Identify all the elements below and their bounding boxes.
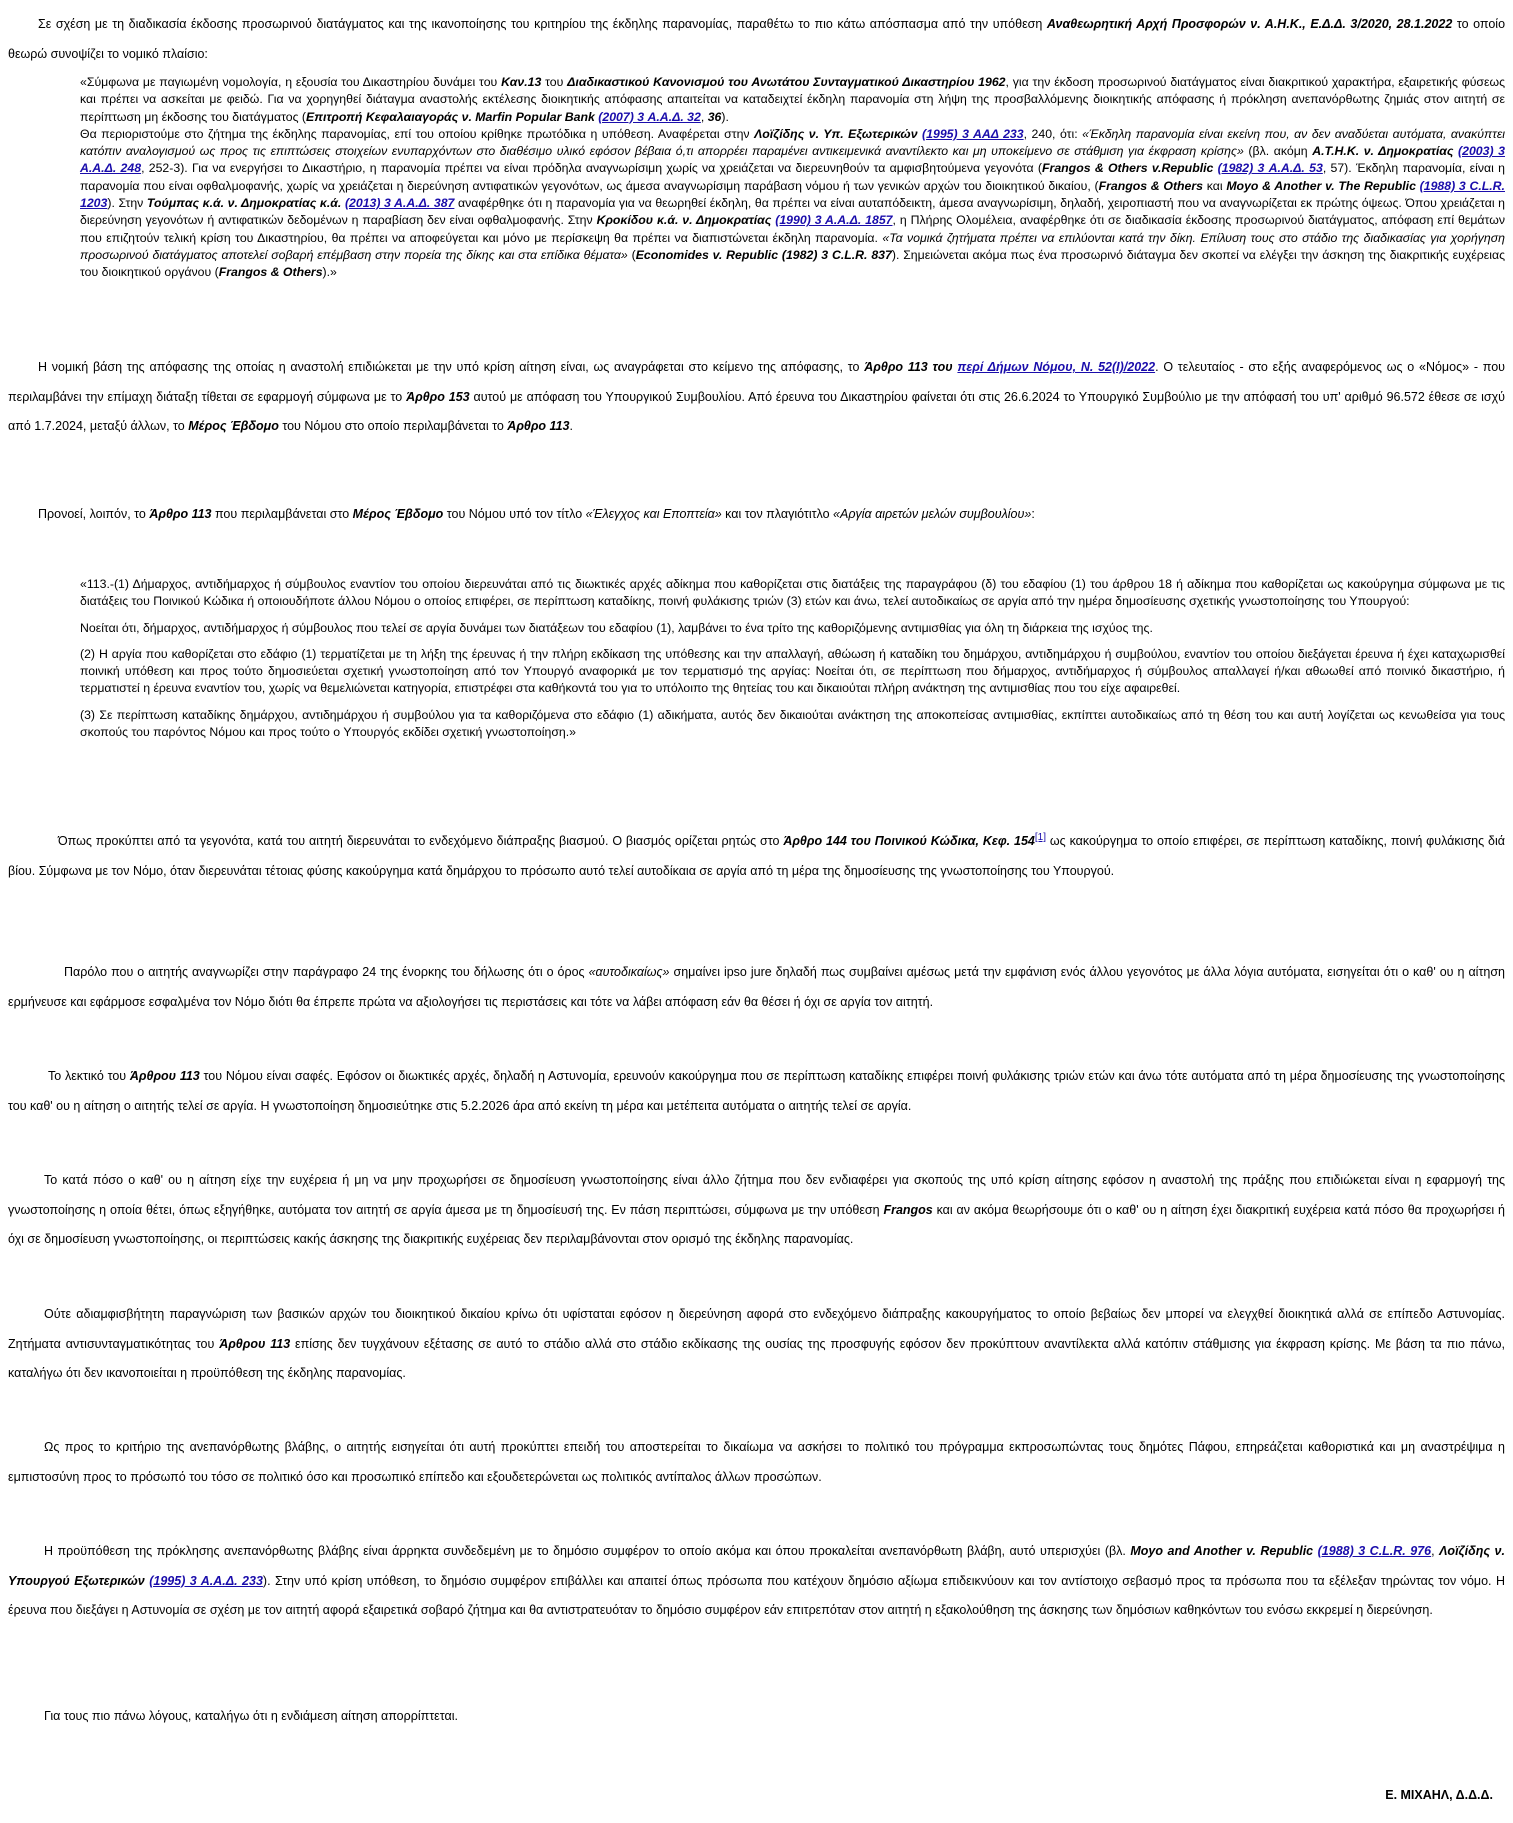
citation-link[interactable]: (1990) 3 Α.Α.Δ. 1857 (775, 213, 893, 228)
discretion-paragraph: Το κατά πόσο ο καθ' ου η αίτηση είχε την ευχέρεια ή μη να μην προχωρήσει σε δημοσίευση γνωστοποίησης είναι άλλο ζήτημα που δεν ενδιαφέρει για σκοπούς της υπό κρίση αίτησης εφόσον η αναστολή της πράξης που επιδιώκεται είναι η εφαρμογή της γνωστοποίησης η οποία θέτει, όπως εξηγήθηκε, αυτόματα τον αιτητή σε αργία άμεσα με τη δημοσίευσή της. Εν πάση περιπτώσει, σύμφωνα με την υπόθεση Frangos και αν ακόμα θεωρήσουμε ότι ο καθ' ου η αίτηση έχει διακριτική ευχέρεια κατά πόσο θα προχωρήσει ή όχι σε δημοσίευση γνωστοποίησης, οι περιπτώσεις κακής άσκησης της διακριτικής ευχέρειας δεν περιλαμβάνονται στον ορισμό της έκδηλης παρανομίας. (8, 1173, 1505, 1246)
article-wording-paragraph: Το λεκτικό του Άρθρου 113 του Νόμου είναι σαφές. Εφόσον οι διωκτικές αρχές, δηλαδή η Αστυνομία, ερευνούν κακούργημα που σε περίπτωση καταδίκης επιφέρει ποινή φυλάκισης τριών ετών και άνω τότε αυτόματα από τη μέρα δημοσίευσης της γνωστοποίησης του καθ' ου η αίτηση ο αιτητής τελεί σε αργία. Η γνωστοποίηση δημοσιεύτηκε στις 5.2.2026 άρα από εκείνη τη μέρα και μετέπειτα αυτόματα ο αιτητής τελεί σε αργία. (8, 1069, 1505, 1113)
footnote-link[interactable]: [1] (1034, 832, 1046, 843)
citation-link[interactable]: (2007) 3 Α.Α.Δ. 32 (598, 109, 701, 124)
conclusion-paragraph: Για τους πιο πάνω λόγους, καταλήγω ότι η ενδιάμεση αίτηση απορρίπτεται. (44, 1709, 458, 1723)
facts-paragraph: Όπως προκύπτει από τα γεγονότα, κατά του αιτητή διερευνάται το ενδεχόμενο διάπραξης βιασμού. Ο βιασμός ορίζεται ρητώς στο Άρθρο 144 του Ποινικού Κώδικα, Κεφ. 154[1] ως κακούργημα το οποίο επιφέρει, σε περίπτωση καταδίκης, ποινή φυλάκισης διά βίου. Σύμφωνα με τον Νόμο, όταν διερευνάται τέτοιας φύσης κακούργημα κατά δημάρχου το πρόσωπο αυτό τελεί αυτοδίκαια σε αργία από τη μέρα της δημοσίευσης της γνωστοποίησης του Υπουργού. (8, 832, 1505, 878)
citation-link[interactable]: (1995) 3 Α.Α.Δ. 233 (149, 1573, 263, 1588)
law-link[interactable]: περί Δήμων Νόμου, Ν. 52(Ι)/2022 (957, 360, 1156, 374)
article-intro-paragraph: Προνοεί, λοιπόν, το Άρθρο 113 που περιλαμβάνεται στο Μέρος Έβδομο του Νόμου υπό τον τίτλο «Έλεγχος και Εποπτεία» και τον πλαγιότιτλο «Αργία αιρετών μελών συμβουλίου»: (38, 507, 1035, 521)
judge-signature: Ε. ΜΙΧΑΗΛ, Δ.Δ.Δ. (1385, 1788, 1493, 1802)
citation-link[interactable]: (1982) 3 Α.Α.Δ. 53 (1217, 161, 1323, 176)
citation-link[interactable]: (1988) 3 C.L.R. 976 (1317, 1544, 1432, 1558)
legal-basis-paragraph: Η νομική βάση της απόφασης της οποίας η αναστολή επιδιώκεται με την υπό κρίση αίτηση είναι, ως αναγράφεται στο κείμενο της απόφασης, το Άρθρο 113 του περί Δήμων Νόμου, Ν. 52(Ι)/2022. Ο τελευταίος - στο εξής αναφερόμενος ως ο «Νόμος» - που περιλαμβάνει την επίμαχη διάταξη τίθεται σε εφαρμογή σύμφωνα με το Άρθρο 153 αυτού με απόφαση του Υπουργικού Συμβουλίου. Από έρευνα του Δικαστηρίου φαίνεται ότι στις 26.6.2024 το Υπουργικό Συμβούλιο με την απόφασή του υπ' αριθμό 96.572 έθεσε σε ισχύ από 1.7.2024, μεταξύ άλλων, το Μέρος Έβδομο του Νόμου στο οποίο περιλαμβάνεται το Άρθρο 113. (8, 360, 1505, 433)
intro-paragraph: Σε σχέση με τη διαδικασία έκδοσης προσωρινού διατάγματος και της ικανοποίησης του κριτηρίου της έκδηλης παρανομίας, παραθέτω το πιο κάτω απόσπασμα από την υπόθεση Αναθεωρητική Αρχή Προσφορών ν. Α.Η.Κ., Ε.Δ.Δ. 3/2020, 28.1.2022 το οποίο θεωρώ συνοψίζει το νομικό πλαίσιο: (8, 17, 1506, 61)
public-interest-paragraph: Η προϋπόθεση της πρόκλησης ανεπανόρθωτης βλάβης είναι άρρηκτα συνδεδεμένη με το δημόσιο συμφέρον το οποίο ακόμα και όπου προκαλείται ανεπανόρθωτη βλάβη, αυτό υπερισχύει (βλ. Moyo and Another v. Republic (1988) 3 C.L.R. 976, Λοϊζίδης ν. Υπουργού Εξωτερικών (1995) 3 Α.Α.Δ. 233). Στην υπό κρίση υπόθεση, το δημόσιο συμφέρον επιβάλλει και απαιτεί όπως πρόσωπα που κατέχουν δημόσιο αξίωμα επιδεικνύουν και τον αντίστοιχο σεβασμό προς τα πρόσωπα που τα εξέλεξαν τηρώντας τον νόμο. Η έρευνα που διεξάγει η Αστυνομία σε σχέση με τον αιτητή αφορά εξαιρετικά σοβαρό ζήτημα και θα αντιστρατευόταν το δημόσιο συμφέρον εάν επιτρεπόταν στον αιτητή η εξακολούθηση της άσκησης των δημόσιων καθηκόντων του ενόσω εκκρεμεί η διερεύνηση. (8, 1544, 1505, 1617)
irreparable-harm-paragraph: Ως προς το κριτήριο της ανεπανόρθωτης βλάβης, ο αιτητής εισηγείται ότι αυτή προκύπτει επειδή του αποστερείται το δικαίωμα να ασκήσει το πολιτικό του πρόγραμμα εκπροσωπώντας τους δημότες Πάφου, επηρεάζεται καθοριστικά και μη αναστρέψιμα η εμπιστοσύνη προς το πρόσωπό του τόσο σε πολιτικό όσο και προσωπικό επίπεδο και εξουδετερώνεται ως πολιτικός αντίπαλος άλλων προσώπων. (8, 1440, 1505, 1484)
citation-link[interactable]: (2013) 3 Α.Α.Δ. 387 (344, 196, 455, 211)
case-law-quote: «Σύμφωνα με παγιωμένη νομολογία, η εξουσία του Δικαστηρίου δυνάμει του Καν.13 του Διαδικαστικού Κανονισμού του Ανωτάτου Συνταγματικού Δικαστηρίου 1962, για την έκδοση προσωρινού διατάγματος είναι διακριτικού χαρακτήρα, εξαιρετικής φύσεως και πρέπει να ασκείται με φειδώ. Για να χορηγηθεί διάταγμα αναστολής εκτέλεσης διοικητικής απόφασης απαιτείται να καταδειχτεί έκδηλη παρανομία στη λήψη της προσβαλλόμενης διοικητικής απόφασης ή πρόκληση ανεπανόρθωτης ζημιάς στον αιτητή σε περίπτωση μη έκδοσης του διατάγματος (Επιτροπή Κεφαλαιαγοράς ν. Marfin Popular Bank (2007) 3 Α.Α.Δ. 32, 36). Θα περιοριστούμε στο ζήτημα της έκδηλης παρανομίας, επί του οποίου κρίθηκε πρωτόδικα η υπόθεση. Αναφέρεται στην Λοϊζίδης ν. Υπ. Εξωτερικών (1995) 3 ΑΑΔ 233, 240, ότι: «Έκδηλη παρανομία είναι εκείνη που, αν δεν αναδύεται αυτόματα, ανακύπτει κατόπιν αναλογισμού ως προς τις επιπτώσεις στοιχείων ενυπαρχόντων στο διαθέσιμο υλικό εφόσον βέβαια ό,τι απορρέει παραμένει αντικειμενικά αναντίλεκτο και μη υποκείμενο σε στάθμιση για έκφραση κρίσης» (βλ. ακόμη Α.Τ.Η.Κ. ν. Δημοκρατίας (2003) 3 Α.Α.Δ. 248, 252-3). Για να ενεργήσει το Δικαστήριο, η παρανομία πρέπει να είναι πρόδηλα αναγνωρίσιμη χωρίς να χρειάζεται να διερευνηθούν τα αμφισβητούμενα γεγονότα (Frangos & Others v.Republic (1982) 3 Α.Α.Δ. 53, 57). Έκδηλη παρανομία, είναι η παρανομία που είναι οφθαλμοφανής, χωρίς να χρειάζεται η διερεύνηση αντιφατικών γεγονότων, ως άμεσα αναγνωρίσιμη παράβαση νόμου ή των γενικών αρχών του διοικητικού δικαίου, (Frangos & Others και Moyo & Another v. The Republic (1988) 3 C.L.R. 1203). Στην Τούμπας κ.ά. ν. Δημοκρατίας κ.ά. (2013) 3 Α.Α.Δ. 387 αναφέρθηκε ότι η παρανομία για να θεωρηθεί έκδηλη, θα πρέπει να είναι αυταπόδεικτη, άμεσα αναγνωρίσιμη, δηλαδή, χειροπιαστή που να αναγνωρίζεται εκ πρώτης όψεως. Όπου χρειάζεται η διερεύνηση γεγονότων ή αντιφατικών δεδομένων η παραβίαση δεν είναι οφθαλμοφανής. Στην Κροκίδου κ.ά. ν. Δημοκρατίας (1990) 3 Α.Α.Δ. 1857, η Πλήρης Ολομέλεια, αναφέρθηκε ότι σε διαδικασία έκδοσης προσωρινού διατάγματος, απόφαση επί θεμάτων που επιζητούν τελική κρίση του Δικαστηρίου, θα πρέπει να αποφεύγεται και μόνο με περίσκεψη θα πρέπει να διαπιστώνεται έκδηλη παρανομία. «Τα νομικά ζητήματα πρέπει να επιλύονται κατά την δίκη. Επίλυση τους στο στάδιο της διαδικασίας για χορήγηση προσωρινού διατάγματος αποτελεί σοβαρή επέμβαση στην πορεία της δίκης και στα επίδικα θέματα» (Economides v. Republic (1982) 3 C.L.R. 837). Σημειώνεται ακόμα πως ένα προσωρινό διάταγμα δεν σκοπεί να ελέγξει την άσκηση της διακριτικής ευχέρειας του διοικητικού οργάνου (Frangos & Others).» (80, 75, 1506, 280)
citation-link[interactable]: (2003) 3 Α.Α.Δ. 248 (80, 144, 1506, 176)
article-113-quote: «113.-(1) Δήμαρχος, αντιδήμαρχος ή σύμβουλος εναντίον του οποίου διερευνάται από τις διωκτικές αρχές αδίκημα που καθορίζεται στις διατάξεις της παραγράφου (δ) του εδαφίου (1) του άρθρου 18 ή αδίκημα που καθορίζεται ως κακούργημα σύμφωνα με τις διατάξεις του Ποινικού Κώδικα ή οποιουδήποτε άλλου Νόμου ο οποίος επιφέρει, σε περίπτωση καταδίκης, ποινή φυλάκισης τριών (3) ετών και άνω, τελεί αυτοδικαίως σε αργία από την ημέρα δημοσίευσης σχετικής γνωστοποίησης του Υπουργού: Νοείται ότι, δήμαρχος, αντιδήμαρχος ή σύμβουλος που τελεί σε αργία δυνάμει των διατάξεων του εδαφίου (1), λαμβάνει το ένα τρίτο της καθοριζόμενης αντιμισθίας για όλη τη διάρκεια της ισχύος της. (2) Η αργία που καθορίζεται στο εδάφιο (1) τερματίζεται με τη λήξη της έρευνας ή την πλήρη εκδίκαση της υπόθεσης και την απαλλαγή, αθώωση ή καταδίκη του δημάρχου, αντιδημάρχου ή συμβούλου, εναντίον του οποίου διεξάγεται έρευνα ή έχει καταχωρισθεί ποινική υπόθεση και προς τούτο δημοσιεύεται σχετική γνωστοποίηση από τον Υπουργό αναφορικά με τον τερματισμό της αργίας: Νοείται ότι, σε περίπτωση που δήμαρχος, αντιδήμαρχος ή σύμβουλος απαλλαγεί ή/και αθωωθεί από ποινικό δικαστήριο, ή τερματιστεί η έρευνα εναντίον του, χωρίς να θεμελιώνεται κατηγορία, επιστρέφει στα καθήκοντά του για το υπόλοιπο της θητείας του και δικαιούται πλήρη ανάκτηση της αντιμισθίας που του είχε αφαιρεθεί. (3) Σε περίπτωση καταδίκης δημάρχου, αντιδημάρχου ή συμβούλου για τα καθοριζόμενα στο εδάφιο (1) αδικήματα, αυτός δεν δικαιούται ανάκτηση της αποκοπείσας αντιμισθίας, εκπίπτει αυτοδικαίως από τη θέση του και αυτή λογίζεται ως κενωθείσα για τους σκοπούς του παρόντος Νόμου και προς τούτο ο Υπουργός εκδίδει σχετική γνωστοποίηση.» (80, 577, 1505, 740)
citation-link[interactable]: (1995) 3 ΑΑΔ 233 (922, 126, 1024, 141)
case-citation: Αναθεωρητική Αρχή Προσφορών ν. Α.Η.Κ., Ε.Δ.Δ. 3/2020, 28.1.2022 (1046, 17, 1453, 31)
citation-link[interactable]: (1988) 3 C.L.R. 1203 (80, 178, 1505, 211)
principles-paragraph: Ούτε αδιαμφισβήτητη παραγνώριση των βασικών αρχών του διοικητικού δικαίου κρίνω ότι υφίσταται εφόσον η διερεύνηση αφορά στο ενδεχόμενο διάπραξης κακουργήματος το οποίο βεβαίως δεν μπορεί να ελεγχθεί διοικητικά αλλά σε επίπεδο Αστυνομίας. Ζητήματα αντισυνταγματικότητας του Άρθρου 113 επίσης δεν τυγχάνουν εξέτασης σε αυτό το στάδιο αλλά στο στάδιο εκδίκασης της ουσίας της προσφυγής εφόσον δεν προκύπτουν αναντίλεκτα αλλά κατόπιν στάθμισης για έκφραση κρίσης. Με βάση τα πιο πάνω, καταλήγω ότι δεν ικανοποιείται η προϋπόθεση της έκδηλης παρανομίας. (8, 1307, 1506, 1380)
ipso-jure-paragraph: Παρόλο που ο αιτητής αναγνωρίζει στην παράγραφο 24 της ένορκης του δήλωσης ότι ο όρος «αυτοδικαίως» σημαίνει ipso jure δηλαδή πως συμβαίνει αμέσως μετά την εμφάνιση ενός άλλου γεγονότος με άλλα λόγια αυτόματα, εισηγείται ότι ο καθ' ου η αίτηση ερμήνευσε και εφάρμοσε εσφαλμένα τον Νόμο διότι θα έπρεπε πρώτα να αξιολογήσει τις περιστάσεις και τότε να λάβει απόφαση εάν θα θέσει ή όχι σε αργία τον αιτητή. (8, 965, 1506, 1009)
